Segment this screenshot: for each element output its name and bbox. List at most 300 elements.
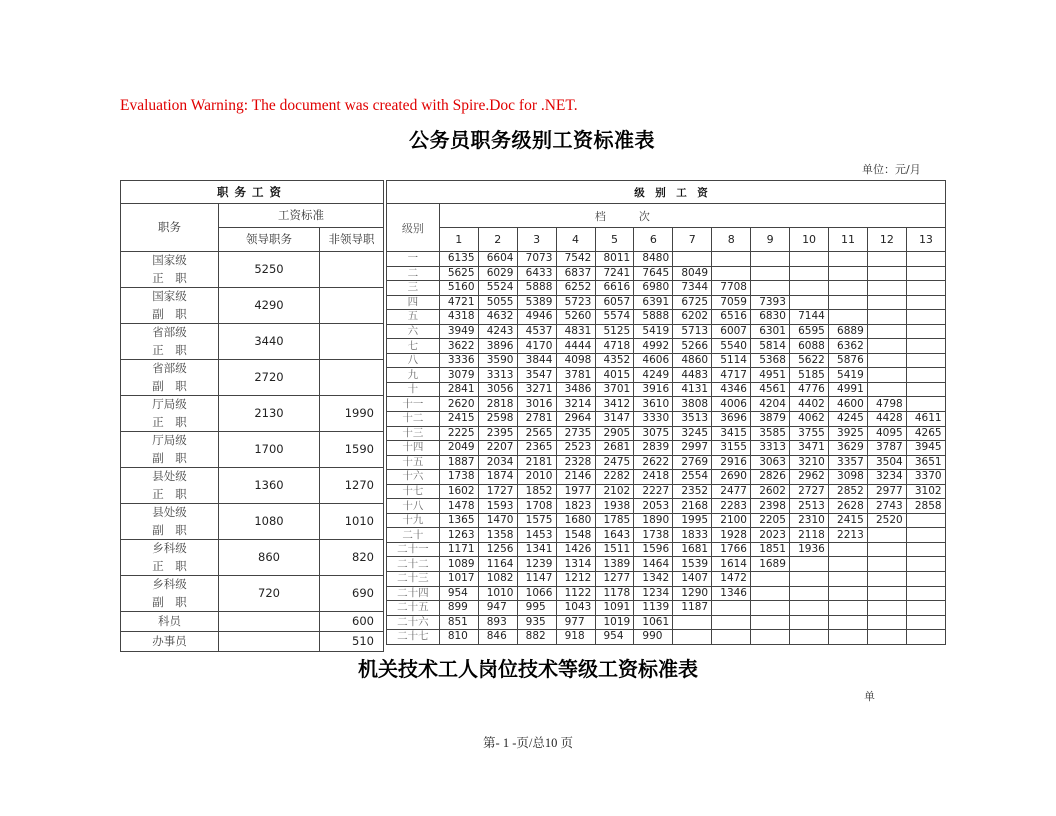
- salary-cell: 2781: [517, 412, 556, 427]
- salary-cell: 2852: [829, 484, 868, 499]
- salary-cell: 2118: [790, 528, 829, 543]
- salary-cell: 1575: [517, 513, 556, 528]
- evaluation-warning: Evaluation Warning: The document was created with Spire.Doc for .NET.: [120, 97, 578, 114]
- salary-cell: 1234: [634, 586, 673, 601]
- salary-cell: [790, 586, 829, 601]
- nonleader-salary: 820: [320, 540, 384, 576]
- salary-cell: [906, 281, 945, 296]
- salary-cell: 4537: [517, 324, 556, 339]
- salary-cell: [829, 542, 868, 557]
- leader-salary: 860: [219, 540, 320, 576]
- position-level: 科员: [158, 613, 181, 628]
- position-rank: 正 职: [152, 486, 187, 501]
- salary-cell: 990: [634, 630, 673, 645]
- nonleader-salary: [320, 288, 384, 324]
- salary-cell: 3547: [517, 368, 556, 383]
- salary-cell: [829, 630, 868, 645]
- salary-cell: 2554: [673, 470, 712, 485]
- position-row: [121, 540, 384, 576]
- grade-row: [387, 455, 946, 470]
- salary-cell: [712, 266, 751, 281]
- salary-cell: 3879: [751, 412, 790, 427]
- second-unit-label: 单: [864, 690, 875, 703]
- salary-cell: 3271: [517, 382, 556, 397]
- salary-cell: [751, 601, 790, 616]
- salary-cell: 2818: [478, 397, 517, 412]
- page-footer: 第- 1 -页/总10 页: [483, 736, 573, 750]
- nonleader-column-header: 非领导职: [320, 228, 384, 252]
- position-level: 厅局级: [152, 397, 187, 411]
- salary-cell: 3629: [829, 441, 868, 456]
- grade-label: 二: [387, 266, 440, 281]
- salary-cell: 5574: [595, 310, 634, 325]
- nonleader-salary: [320, 252, 384, 288]
- salary-cell: 3415: [712, 426, 751, 441]
- salary-cell: 3102: [906, 484, 945, 499]
- position-rank: 正 职: [152, 270, 187, 285]
- salary-cell: 1066: [517, 586, 556, 601]
- grade-label: 二十: [387, 528, 440, 543]
- salary-cell: 7393: [751, 295, 790, 310]
- salary-cell: 1464: [634, 557, 673, 572]
- salary-cell: 2398: [751, 499, 790, 514]
- position-name: [121, 288, 219, 324]
- salary-cell: 4098: [556, 353, 595, 368]
- salary-cell: 3155: [712, 441, 751, 456]
- salary-cell: 1681: [673, 542, 712, 557]
- grade-label: 十: [387, 382, 440, 397]
- salary-cell: 2418: [634, 470, 673, 485]
- salary-cell: [829, 572, 868, 587]
- salary-cell: 2023: [751, 528, 790, 543]
- leader-salary: 1700: [219, 432, 320, 468]
- salary-cell: 1766: [712, 542, 751, 557]
- grade-row: [387, 542, 946, 557]
- salary-cell: 1548: [556, 528, 595, 543]
- salary-cell: 1178: [595, 586, 634, 601]
- salary-cell: 5419: [634, 324, 673, 339]
- salary-cell: 3504: [867, 455, 906, 470]
- grade-row: [387, 339, 946, 354]
- salary-cell: [867, 630, 906, 645]
- position-rank: 副 职: [152, 450, 187, 465]
- position-rank: 正 职: [152, 414, 187, 429]
- nonleader-salary: 1270: [320, 468, 384, 504]
- position-salary-table: [120, 180, 384, 652]
- grade-label: 二十一: [387, 542, 440, 557]
- salary-cell: 3471: [790, 441, 829, 456]
- position-level: 省部级: [152, 325, 187, 339]
- salary-cell: 2100: [712, 513, 751, 528]
- salary-cell: [790, 252, 829, 267]
- salary-cell: [673, 615, 712, 630]
- salary-cell: 4860: [673, 353, 712, 368]
- salary-cell: 1147: [517, 572, 556, 587]
- nonleader-salary: [320, 324, 384, 360]
- salary-cell: 1314: [556, 557, 595, 572]
- nonleader-salary: 510: [320, 632, 384, 652]
- salary-cell: 2735: [556, 426, 595, 441]
- grade-label: 四: [387, 295, 440, 310]
- salary-cell: 3781: [556, 368, 595, 383]
- salary-cell: 1453: [517, 528, 556, 543]
- salary-cell: [712, 601, 751, 616]
- position-row: [121, 504, 384, 540]
- salary-cell: 1977: [556, 484, 595, 499]
- position-level: 乡科级: [152, 541, 187, 555]
- position-row: [121, 360, 384, 396]
- salary-cell: 5888: [517, 281, 556, 296]
- salary-cell: 3370: [906, 470, 945, 485]
- salary-cell: 4600: [829, 397, 868, 412]
- salary-cell: 3513: [673, 412, 712, 427]
- position-name: [121, 252, 219, 288]
- step-number: 1: [439, 228, 478, 252]
- salary-cell: 5622: [790, 353, 829, 368]
- salary-cell: 7073: [517, 252, 556, 267]
- salary-cell: 4318: [439, 310, 478, 325]
- salary-cell: 4006: [712, 397, 751, 412]
- salary-cell: 2310: [790, 513, 829, 528]
- salary-cell: [867, 615, 906, 630]
- salary-cell: 3234: [867, 470, 906, 485]
- position-rank: 正 职: [152, 558, 187, 573]
- salary-cell: 1346: [712, 586, 751, 601]
- salary-cell: 7708: [712, 281, 751, 296]
- salary-cell: 4131: [673, 382, 712, 397]
- salary-cell: 5368: [751, 353, 790, 368]
- position-name: [121, 612, 219, 632]
- salary-cell: 7144: [790, 310, 829, 325]
- grade-row: [387, 412, 946, 427]
- salary-cell: 3945: [906, 441, 945, 456]
- second-table-title: 机关技术工人岗位技术等级工资标准表: [358, 657, 698, 681]
- salary-cell: 2282: [595, 470, 634, 485]
- salary-cell: 2181: [517, 455, 556, 470]
- salary-cell: 3896: [478, 339, 517, 354]
- salary-cell: [867, 339, 906, 354]
- salary-cell: 1139: [634, 601, 673, 616]
- salary-cell: 1593: [478, 499, 517, 514]
- salary-cell: 4204: [751, 397, 790, 412]
- salary-cell: 5419: [829, 368, 868, 383]
- salary-cell: 1010: [478, 586, 517, 601]
- salary-cell: 1389: [595, 557, 634, 572]
- salary-cell: [829, 601, 868, 616]
- salary-cell: 3949: [439, 324, 478, 339]
- salary-cell: 4776: [790, 382, 829, 397]
- salary-cell: 2905: [595, 426, 634, 441]
- nonleader-salary: [320, 360, 384, 396]
- grade-row: [387, 281, 946, 296]
- salary-cell: 6837: [556, 266, 595, 281]
- salary-cell: 4170: [517, 339, 556, 354]
- salary-cell: 1708: [517, 499, 556, 514]
- salary-cell: 4265: [906, 426, 945, 441]
- position-rank: 副 职: [152, 594, 187, 609]
- salary-cell: 2690: [712, 470, 751, 485]
- salary-cell: [906, 382, 945, 397]
- salary-cell: 3916: [634, 382, 673, 397]
- grade-label: 十八: [387, 499, 440, 514]
- salary-cell: 1995: [673, 513, 712, 528]
- grade-row: [387, 441, 946, 456]
- step-number: 10: [790, 228, 829, 252]
- salary-cell: 2628: [829, 499, 868, 514]
- salary-cell: 2769: [673, 455, 712, 470]
- salary-cell: 2477: [712, 484, 751, 499]
- salary-cell: [751, 266, 790, 281]
- salary-cell: [906, 324, 945, 339]
- salary-cell: 2034: [478, 455, 517, 470]
- grade-row: [387, 252, 946, 267]
- position-level: 厅局级: [152, 433, 187, 447]
- position-row: [121, 432, 384, 468]
- position-rank: 副 职: [152, 306, 187, 321]
- salary-cell: 846: [478, 630, 517, 645]
- grade-row: [387, 528, 946, 543]
- grade-row: [387, 368, 946, 383]
- position-name: [121, 324, 219, 360]
- salary-cell: [790, 615, 829, 630]
- salary-cell: 4992: [634, 339, 673, 354]
- salary-cell: 3622: [439, 339, 478, 354]
- position-row: [121, 632, 384, 652]
- salary-cell: 6362: [829, 339, 868, 354]
- salary-cell: 4718: [595, 339, 634, 354]
- salary-cell: 5055: [478, 295, 517, 310]
- salary-cell: 2977: [867, 484, 906, 499]
- salary-cell: 3313: [478, 368, 517, 383]
- salary-cell: 1212: [556, 572, 595, 587]
- salary-cell: 3214: [556, 397, 595, 412]
- salary-cell: 3056: [478, 382, 517, 397]
- salary-cell: 2283: [712, 499, 751, 514]
- position-level: 乡科级: [152, 577, 187, 591]
- salary-cell: 4721: [439, 295, 478, 310]
- salary-cell: 810: [439, 630, 478, 645]
- salary-cell: 1470: [478, 513, 517, 528]
- salary-cell: [906, 310, 945, 325]
- salary-cell: 4991: [829, 382, 868, 397]
- step-header: [439, 204, 945, 228]
- salary-cell: 4428: [867, 412, 906, 427]
- salary-cell: 2513: [790, 499, 829, 514]
- salary-cell: [906, 353, 945, 368]
- salary-cell: 2213: [829, 528, 868, 543]
- salary-cell: 1823: [556, 499, 595, 514]
- salary-cell: [829, 266, 868, 281]
- salary-cell: 3063: [751, 455, 790, 470]
- salary-cell: 1341: [517, 542, 556, 557]
- grade-label: 二十二: [387, 557, 440, 572]
- salary-cell: 1928: [712, 528, 751, 543]
- salary-cell: [712, 252, 751, 267]
- salary-cell: [867, 252, 906, 267]
- salary-cell: 1239: [517, 557, 556, 572]
- salary-cell: 3844: [517, 353, 556, 368]
- salary-cell: 4611: [906, 412, 945, 427]
- salary-cell: 6202: [673, 310, 712, 325]
- salary-cell: [751, 586, 790, 601]
- grade-label: 二十三: [387, 572, 440, 587]
- salary-cell: 1019: [595, 615, 634, 630]
- leader-salary: 2130: [219, 396, 320, 432]
- grade-label: 十三: [387, 426, 440, 441]
- position-name: [121, 396, 219, 432]
- salary-cell: [790, 601, 829, 616]
- salary-cell: 977: [556, 615, 595, 630]
- salary-cell: 1089: [439, 557, 478, 572]
- salary-cell: 6029: [478, 266, 517, 281]
- grade-row: [387, 586, 946, 601]
- salary-cell: [829, 295, 868, 310]
- salary-cell: 3590: [478, 353, 517, 368]
- salary-cell: 3696: [712, 412, 751, 427]
- leader-salary: 1360: [219, 468, 320, 504]
- grade-label: 八: [387, 353, 440, 368]
- salary-cell: 8480: [634, 252, 673, 267]
- grade-label: 一: [387, 252, 440, 267]
- salary-cell: 4798: [867, 397, 906, 412]
- grade-salary-table: [386, 180, 946, 645]
- unit-label: 单位：元/月: [862, 163, 921, 176]
- step-number-row: [387, 228, 946, 252]
- salary-cell: 1511: [595, 542, 634, 557]
- position-column-header: 职务: [121, 204, 219, 252]
- salary-cell: 6595: [790, 324, 829, 339]
- leader-salary: 4290: [219, 288, 320, 324]
- step-number: 5: [595, 228, 634, 252]
- salary-cell: [790, 572, 829, 587]
- grade-label: 十五: [387, 455, 440, 470]
- salary-cell: 1472: [712, 572, 751, 587]
- salary-cell: 5125: [595, 324, 634, 339]
- position-rank: 正 职: [152, 342, 187, 357]
- salary-cell: 3701: [595, 382, 634, 397]
- salary-cell: 4717: [712, 368, 751, 383]
- salary-cell: 4095: [867, 426, 906, 441]
- grade-row: [387, 353, 946, 368]
- grade-row: [387, 557, 946, 572]
- salary-cell: 3336: [439, 353, 478, 368]
- salary-cell: [790, 557, 829, 572]
- salary-cell: 5185: [790, 368, 829, 383]
- position-name: [121, 540, 219, 576]
- salary-cell: [906, 572, 945, 587]
- step-number: 13: [906, 228, 945, 252]
- step-number: 3: [517, 228, 556, 252]
- position-level: 省部级: [152, 361, 187, 375]
- salary-cell: 947: [478, 601, 517, 616]
- salary-cell: 1478: [439, 499, 478, 514]
- salary-cell: 1890: [634, 513, 673, 528]
- salary-cell: 5723: [556, 295, 595, 310]
- salary-cell: 6980: [634, 281, 673, 296]
- salary-cell: 1061: [634, 615, 673, 630]
- salary-cell: 1122: [556, 586, 595, 601]
- salary-cell: 3610: [634, 397, 673, 412]
- salary-cell: 954: [439, 586, 478, 601]
- salary-cell: 6725: [673, 295, 712, 310]
- salary-cell: 3245: [673, 426, 712, 441]
- salary-cell: 2146: [556, 470, 595, 485]
- salary-cell: 4561: [751, 382, 790, 397]
- salary-cell: 1938: [595, 499, 634, 514]
- grade-label: 二十五: [387, 601, 440, 616]
- leader-salary: 5250: [219, 252, 320, 288]
- salary-cell: 1342: [634, 572, 673, 587]
- salary-cell: 2207: [478, 441, 517, 456]
- salary-cell: 6301: [751, 324, 790, 339]
- salary-cell: 2622: [634, 455, 673, 470]
- salary-cell: 3075: [634, 426, 673, 441]
- salary-cell: [867, 353, 906, 368]
- salary-cell: [751, 630, 790, 645]
- grade-label: 三: [387, 281, 440, 296]
- salary-cell: [790, 266, 829, 281]
- position-row: [121, 324, 384, 360]
- salary-cell: 5389: [517, 295, 556, 310]
- salary-cell: 4245: [829, 412, 868, 427]
- grade-row: [387, 266, 946, 281]
- salary-cell: [751, 615, 790, 630]
- salary-cell: 2475: [595, 455, 634, 470]
- salary-cell: [867, 601, 906, 616]
- salary-cell: [906, 368, 945, 383]
- salary-cell: 1887: [439, 455, 478, 470]
- salary-cell: [867, 310, 906, 325]
- salary-cell: 6433: [517, 266, 556, 281]
- salary-cell: 2365: [517, 441, 556, 456]
- step-number: 4: [556, 228, 595, 252]
- salary-cell: 4346: [712, 382, 751, 397]
- salary-cell: 8049: [673, 266, 712, 281]
- grade-row: [387, 601, 946, 616]
- salary-cell: 6616: [595, 281, 634, 296]
- grade-row: [387, 324, 946, 339]
- salary-cell: 2352: [673, 484, 712, 499]
- salary-cell: 5114: [712, 353, 751, 368]
- salary-cell: [751, 252, 790, 267]
- salary-cell: 1277: [595, 572, 634, 587]
- salary-cell: [867, 528, 906, 543]
- grade-row: [387, 397, 946, 412]
- salary-cell: 2826: [751, 470, 790, 485]
- position-row: [121, 396, 384, 432]
- salary-cell: 7241: [595, 266, 634, 281]
- nonleader-salary: 600: [320, 612, 384, 632]
- step-header-text: 档 次: [594, 209, 650, 223]
- salary-cell: [867, 382, 906, 397]
- salary-cell: 4951: [751, 368, 790, 383]
- grade-label: 二十七: [387, 630, 440, 645]
- salary-cell: 5524: [478, 281, 517, 296]
- salary-cell: 1358: [478, 528, 517, 543]
- salary-cell: 2328: [556, 455, 595, 470]
- salary-cell: 3787: [867, 441, 906, 456]
- salary-cell: 1164: [478, 557, 517, 572]
- grade-row: [387, 630, 946, 645]
- salary-cell: 7344: [673, 281, 712, 296]
- salary-cell: [906, 397, 945, 412]
- salary-cell: 3147: [595, 412, 634, 427]
- grade-column-header: 级别: [387, 204, 440, 252]
- nonleader-salary: 1590: [320, 432, 384, 468]
- salary-cell: [867, 586, 906, 601]
- position-row: [121, 612, 384, 632]
- salary-standard-header: 工资标准: [219, 204, 384, 228]
